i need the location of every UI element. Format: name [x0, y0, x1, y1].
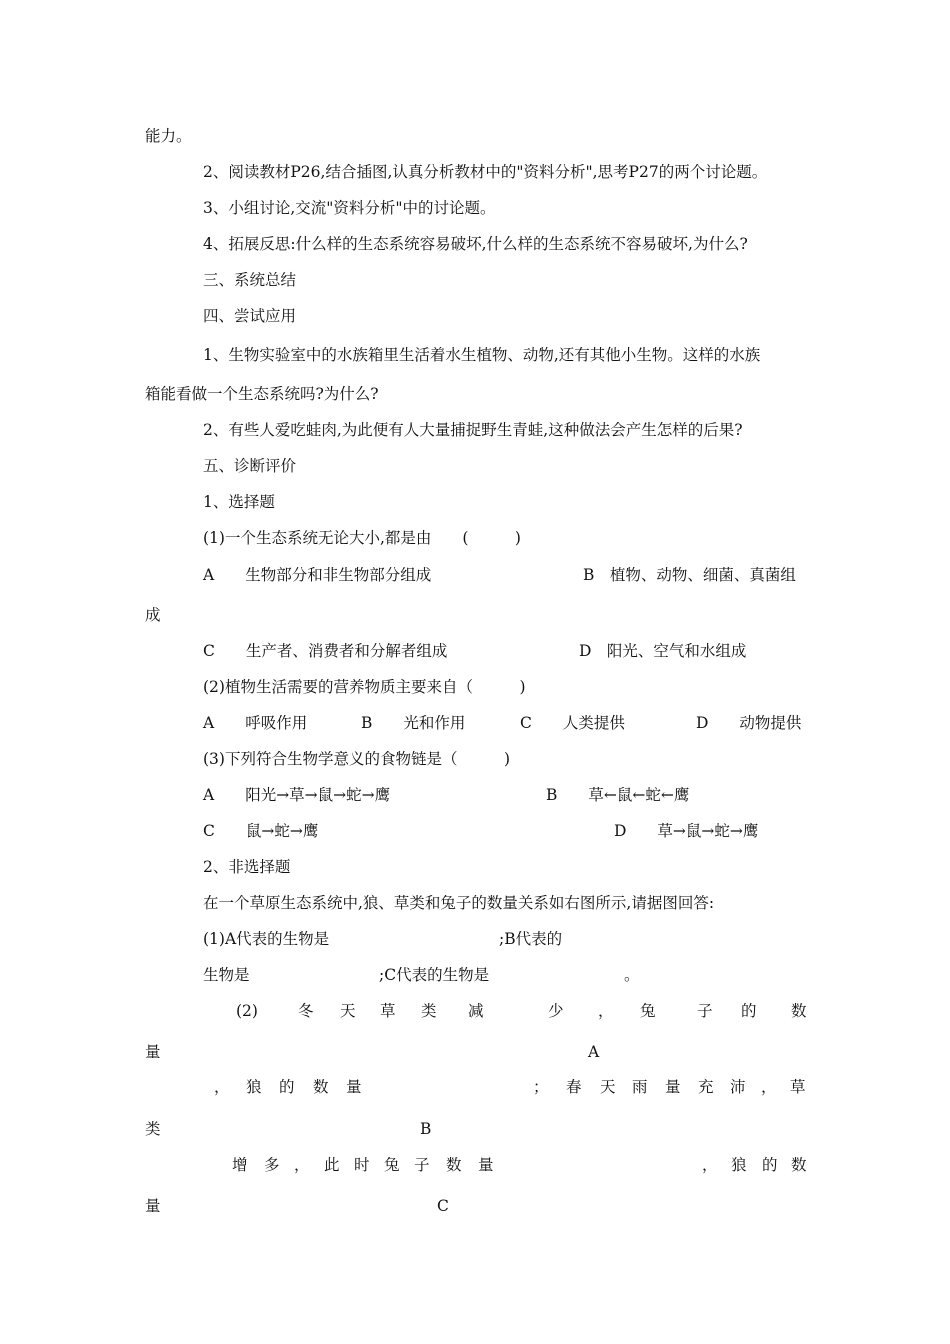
- question-1-option-b: B 植物、动物、细菌、真菌组: [583, 566, 796, 584]
- row-token: 减: [468, 1002, 484, 1020]
- row-token: 量: [478, 1156, 494, 1174]
- row-token: 数: [313, 1078, 329, 1096]
- row-token: 天: [340, 1002, 356, 1020]
- fill-blank-b-continued: 生物是: [203, 966, 250, 984]
- sentence-end-mark: 。: [624, 966, 640, 984]
- row-token: 时: [354, 1156, 370, 1174]
- question-1-option-a: A 生物部分和非生物部分组成: [203, 566, 432, 584]
- question-2-option-c: C 人类提供: [520, 714, 625, 732]
- row-token: ，: [294, 1156, 310, 1174]
- figure-label-a: A: [588, 1043, 600, 1061]
- figure-label-c: C: [437, 1197, 449, 1215]
- row-token: 兔: [384, 1156, 400, 1174]
- question-1-option-d: D 阳光、空气和水组成: [579, 642, 747, 660]
- row-token: 的: [741, 1002, 757, 1020]
- row-token: 充: [698, 1078, 714, 1096]
- text-line: 2、有些人爱吃蛙肉,为此便有人大量捕捉野生青蛙,这种做法会产生怎样的后果?: [203, 421, 743, 439]
- figure-label-b: B: [420, 1120, 432, 1138]
- row-token: 沛: [730, 1078, 746, 1096]
- justified-row: [0, 1001, 950, 1021]
- question-1-option-b-continued: 成: [145, 606, 161, 624]
- row-token: 狼: [246, 1078, 262, 1096]
- section-heading: 五、诊断评价: [203, 457, 297, 475]
- section-heading: 四、尝试应用: [203, 307, 297, 325]
- justified-row: [0, 1077, 950, 1097]
- row-token: 的: [762, 1156, 778, 1174]
- row-token: ，: [598, 1002, 614, 1020]
- text-line: 2、阅读教材P26,结合插图,认真分析教材中的"资料分析",思考P27的两个讨论题。: [203, 163, 768, 181]
- row-token: 春: [566, 1078, 582, 1096]
- text-line: 类: [145, 1120, 161, 1138]
- row-token: 量: [665, 1078, 681, 1096]
- justified-row: [0, 1155, 950, 1175]
- row-token: ，: [214, 1078, 230, 1096]
- row-token: 子: [414, 1156, 430, 1174]
- subsection-heading: 1、选择题: [203, 493, 275, 511]
- question-1-option-c: C 生产者、消费者和分解者组成: [203, 642, 448, 660]
- question-2-option-b: B 光和作用: [361, 714, 466, 732]
- row-token: 多: [264, 1156, 280, 1174]
- fill-blank-a-label: (1)A代表的生物是: [203, 930, 330, 948]
- row-token: 草: [380, 1002, 396, 1020]
- row-token: 少: [548, 1002, 564, 1020]
- row-token: ，: [702, 1156, 718, 1174]
- subsection-heading: 2、非选择题: [203, 858, 291, 876]
- fill-blank-c-label: ;C代表的生物是: [379, 966, 490, 984]
- question-3-option-a: A 阳光→草→鼠→蛇→鹰: [203, 786, 391, 804]
- question-2-option-a: A 呼吸作用: [203, 714, 308, 732]
- text-line: 能力。: [145, 127, 192, 145]
- text-line: 量: [145, 1043, 161, 1061]
- question-2-stem: (2)植物生活需要的营养物质主要来自（ ): [203, 678, 526, 696]
- row-token: 天: [600, 1078, 616, 1096]
- row-token: ，: [761, 1078, 777, 1096]
- text-line: 量: [145, 1197, 161, 1215]
- question-3-option-b: B 草←鼠←蛇←鹰: [546, 786, 690, 804]
- question-1-stem: (1)一个生态系统无论大小,都是由 ( ): [203, 529, 521, 547]
- fill-blank-b-label: ;B代表的: [499, 930, 563, 948]
- row-token: 草: [790, 1078, 806, 1096]
- row-token: 狼: [731, 1156, 747, 1174]
- section-heading: 三、系统总结: [203, 271, 297, 289]
- row-token: (2): [236, 1002, 258, 1020]
- text-line: 箱能看做一个生态系统吗?为什么?: [145, 385, 379, 403]
- row-token: 增: [232, 1156, 248, 1174]
- row-token: ；: [533, 1078, 549, 1096]
- text-line: 3、小组讨论,交流"资料分析"中的讨论题。: [203, 199, 496, 217]
- row-token: 量: [346, 1078, 362, 1096]
- text-line: 在一个草原生态系统中,狼、草类和兔子的数量关系如右图所示,请据图回答:: [203, 894, 715, 912]
- question-3-option-d: D 草→鼠→蛇→鹰: [614, 822, 759, 840]
- row-token: 雨: [632, 1078, 648, 1096]
- row-token: 兔: [640, 1002, 656, 1020]
- row-token: 子: [697, 1002, 713, 1020]
- row-token: 数: [791, 1002, 807, 1020]
- text-line: 4、拓展反思:什么样的生态系统容易破坏,什么样的生态系统不容易破坏,为什么?: [203, 235, 748, 253]
- row-token: 的: [279, 1078, 295, 1096]
- question-2-option-d: D 动物提供: [696, 714, 802, 732]
- row-token: 此: [324, 1156, 340, 1174]
- text-line: 1、生物实验室中的水族箱里生活着水生植物、动物,还有其他小生物。这样的水族: [203, 346, 761, 364]
- question-3-option-c: C 鼠→蛇→鹰: [203, 822, 319, 840]
- row-token: 冬: [298, 1002, 314, 1020]
- row-token: 数: [446, 1156, 462, 1174]
- row-token: 数: [791, 1156, 807, 1174]
- row-token: 类: [421, 1002, 437, 1020]
- question-3-stem: (3)下列符合生物学意义的食物链是（ ): [203, 750, 511, 768]
